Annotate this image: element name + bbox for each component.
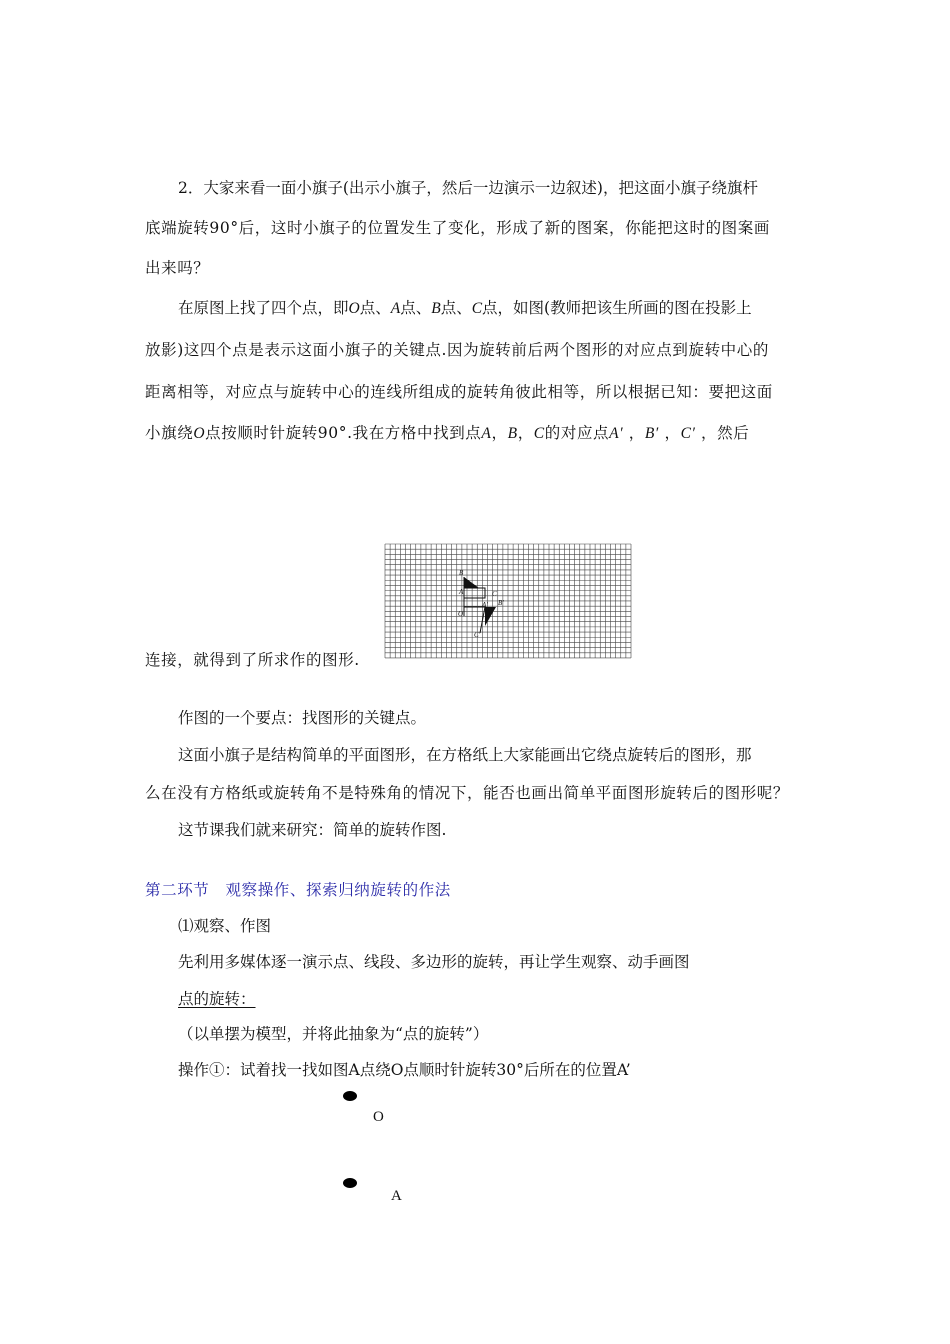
grid-lines [385, 544, 631, 658]
point-a-label: A [391, 1188, 402, 1204]
flag-original [464, 577, 479, 588]
point-o-label: O [373, 1109, 384, 1125]
section-note: （以单摆为模型，并将此抽象为“点的旋转”） [178, 1025, 489, 1043]
section-heading: 第二环节 观察操作、探索归纳旋转的作法 [145, 881, 451, 899]
section-sub1: ⑴观察、作图 [178, 917, 272, 935]
point-rotation-title: 点的旋转： [178, 990, 256, 1008]
para3-line5: 连接，就得到了所求作的图形. [145, 651, 360, 669]
para5-line1: 这面小旗子是结构简单的平面图形，在方格纸上大家能画出它绕点旋转后的图形，那 [178, 746, 752, 764]
label-c: C [492, 590, 497, 598]
label-o: O [458, 610, 464, 618]
label-c1: C′ [474, 631, 481, 639]
para5-line2: 么在没有方格纸或旋转角不是特殊角的情况下，能否也画出简单平面图形旋转后的图形呢？ [145, 784, 790, 802]
para2-line2: 底端旋转90°后，这时小旗子的位置发生了变化，形成了新的图案，你能把这时的图案画 [145, 219, 770, 237]
label-a1: A′ [482, 601, 488, 609]
para2-line3: 出来吗？ [145, 259, 210, 277]
point-a-dot [343, 1178, 357, 1188]
para3-line3: 距离相等，对应点与旋转中心的连线所组成的旋转角彼此相等，所以根据已知：要把这面 [145, 383, 773, 401]
section-line1: 先利用多媒体逐一演示点、线段、多边形的旋转，再让学生观察、动手画图 [178, 953, 690, 971]
para2-line1: 2．大家来看一面小旗子(出示小旗子，然后一边演示一边叙述)，把这面小旗子绕旗杆 [178, 179, 758, 197]
label-b: B [459, 569, 464, 577]
point-o-dot [343, 1091, 357, 1101]
label-a: A [459, 588, 464, 596]
para3-line1: 在原图上找了四个点，即O点、A点、B点、C点，如图(教师把该生所画的图在投影上 [178, 299, 752, 317]
para3-line4: 小旗绕O点按顺时针旋转90°.我在方格中找到点A，B，C的对应点A′ ，B′ ，C′ ，然后 [145, 424, 750, 442]
para6: 这节课我们就来研究：简单的旋转作图. [178, 821, 447, 839]
para3-line2: 放影)这四个点是表示这面小旗子的关键点.因为旋转前后两个图形的对应点到旋转中心的 [145, 341, 769, 359]
para4: 作图的一个要点：找图形的关键点。 [178, 709, 427, 727]
operation-1: 操作①：试着找一找如图A点绕O点顺时针旋转30°后所在的位置A’ [178, 1061, 631, 1079]
rotation-grid-figure [384, 543, 632, 659]
label-b1: B′ [498, 599, 504, 607]
